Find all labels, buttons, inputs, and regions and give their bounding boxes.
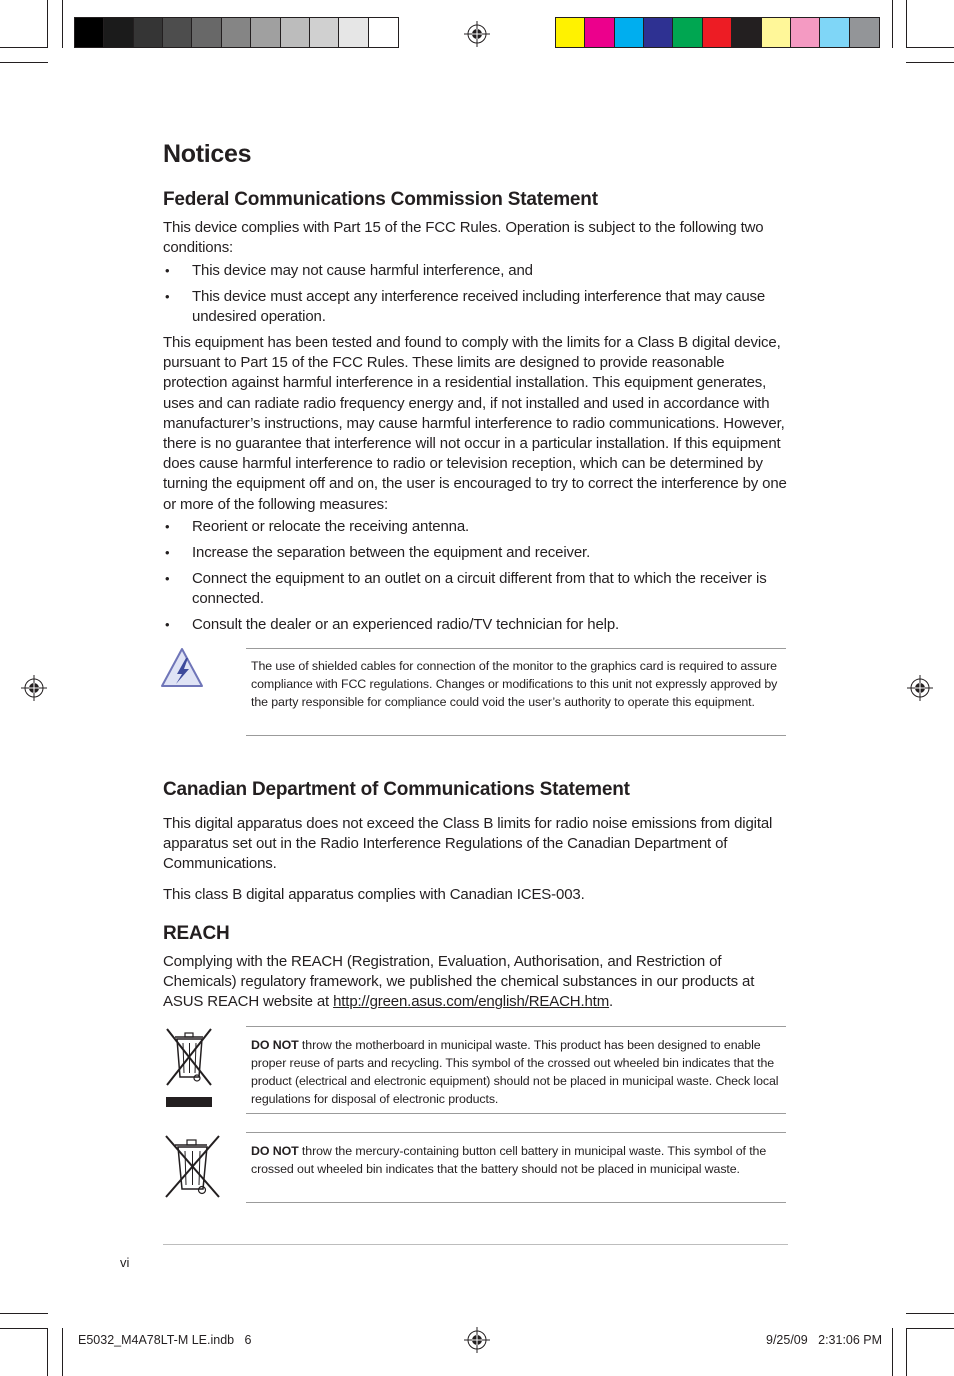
battery-disposal-note [246,1132,786,1203]
slug-filename: E5032_M4A78LT-M LE.indb 6 [78,1333,252,1347]
page-title: Notices [163,140,252,168]
page-number: vi [120,1255,130,1270]
crop-mark [62,1328,63,1376]
crop-mark [0,47,48,48]
color-swatch [556,18,585,47]
fcc-measure [163,615,787,635]
slug-timestamp: 9/25/09 2:31:06 PM [766,1333,883,1347]
color-swatch [339,18,368,47]
fcc-measure-text: Consult the dealer or an experienced radio/TV technician for help. [192,616,620,633]
fcc-measure-text: Reorient or relocate the receiving antenna. [192,518,470,535]
crop-mark [0,62,48,63]
canada-paragraph-2: This class B digital apparatus complies with Canadian ICES-003. [163,886,585,903]
reach-link[interactable]: http://green.asus.com/english/REACH.htm [333,993,610,1011]
color-swatch [850,18,879,47]
bullet: • [165,263,170,278]
crop-mark [62,0,63,48]
crop-mark [892,1328,893,1376]
color-swatch [251,18,280,47]
crop-mark [906,1313,954,1314]
crop-mark [47,0,48,48]
color-swatch [703,18,732,47]
color-swatch [615,18,644,47]
motherboard-disposal-note [246,1026,786,1114]
do-not-label: DO NOT [251,1038,299,1052]
motherboard-disposal-body: throw the motherboard in municipal waste. This product has been designed to enable proper reuse of parts and recycling. This symbol of the crossed out wheeled bin indicates that the product (electrical and electronic equipment) should not be placed in municipal waste. Check local regulations for disposal of electronic products. [251,1038,779,1106]
color-swatch [281,18,310,47]
bullet: • [165,545,170,560]
crop-mark [47,1328,48,1376]
crop-mark [906,62,954,63]
crop-mark [906,1328,954,1329]
fcc-heading: Federal Communications Commission Statement [163,189,598,210]
fcc-intro: This device complies with Part 15 of the FCC Rules. Operation is subject to the following two conditions: [163,219,764,257]
color-swatch [585,18,614,47]
crop-mark [906,1328,907,1376]
crop-mark [906,0,907,48]
color-swatch [762,18,791,47]
color-swatch [104,18,133,47]
footer-rule [163,1244,788,1245]
color-swatch [134,18,163,47]
reach-text: Complying with the REACH (Registration, Evaluation, Authorisation, and Restriction of Chemicals) regulatory framework, we published the chemical substances in our products at ASUS REACH website at [163,953,755,1011]
canada-paragraph-1: This digital apparatus does not exceed the Class B limits for radio noise emissions from digital apparatus set out in the Radio Interference Regulations of the Canadian Department of Communications. [163,815,773,873]
fcc-measure [163,517,787,537]
crop-mark [906,47,954,48]
warning-lightning-icon [159,646,205,690]
fcc-condition [163,261,787,281]
crossed-out-wheeled-bin-icon [163,1025,215,1109]
canada-heading: Canadian Department of Communications Statement [163,779,630,800]
grayscale-color-bar [74,17,399,48]
fcc-condition-text: This device may not cause harmful interference, and [192,262,533,279]
color-swatch [75,18,104,47]
color-swatch [732,18,761,47]
fcc-condition [163,287,787,327]
bullet: • [165,519,170,534]
registration-mark-icon [464,21,490,47]
reach-end: . [609,993,614,1011]
bullet: • [165,571,170,586]
process-color-bar [555,17,880,48]
fcc-measure [163,543,787,563]
fcc-body: This equipment has been tested and found to comply with the limits for a Class B digital device, pursuant to Part 15 of the FCC Rules. These limits are designed to provide reasonable protection against harmful interference in a residential installation. This equipment generates, uses and can radiate radio frequency energy and, if not installed and used in accordance with manufacturer’s instructions, may cause harmful interference to radio communications. However, there is no guarantee that interference will not occur in a particular installation. If this equipment does cause harmful interference to radio or television reception, which can be determined by turning the equipment off and on, the user is encouraged to try to correct the interference by one or more of the following measures: [163,334,787,513]
color-swatch [369,18,398,47]
bullet: • [165,289,170,304]
fcc-warning-note [246,648,786,736]
fcc-measure-text: Increase the separation between the equipment and receiver. [192,544,591,561]
color-swatch [192,18,221,47]
crop-mark [0,1328,48,1329]
crop-mark [892,0,893,48]
color-swatch [644,18,673,47]
color-swatch [673,18,702,47]
fcc-measure [163,569,787,609]
registration-mark-icon [464,1327,490,1353]
reach-paragraph [163,952,787,1013]
battery-disposal-text [251,1142,780,1178]
color-swatch [222,18,251,47]
registration-mark-icon [907,675,933,701]
reach-heading: REACH [163,923,230,944]
color-swatch [791,18,820,47]
motherboard-disposal-text [251,1036,780,1108]
color-swatch [820,18,849,47]
fcc-condition-text: This device must accept any interference received including interference that may cause undesired operation. [192,288,766,326]
crop-mark [0,1313,48,1314]
crossed-out-wheeled-bin-icon [163,1133,223,1201]
bullet: • [165,617,170,632]
fcc-measure-text: Connect the equipment to an outlet on a circuit different from that to which the receiver is connected. [192,570,767,608]
battery-disposal-body: throw the mercury-containing button cell battery in municipal waste. This symbol of the crossed out wheeled bin indicates that the battery should not be placed in municipal waste. [251,1144,767,1176]
color-swatch [310,18,339,47]
fcc-warning-text: The use of shielded cables for connection of the monitor to the graphics card is required to assure compliance with FCC regulations. Changes or modifications to this unit not expressly approved by the party responsible for compliance could void the user’s authority to operate this equipment. [251,659,778,709]
registration-mark-icon [21,675,47,701]
do-not-label: DO NOT [251,1144,299,1158]
color-swatch [163,18,192,47]
